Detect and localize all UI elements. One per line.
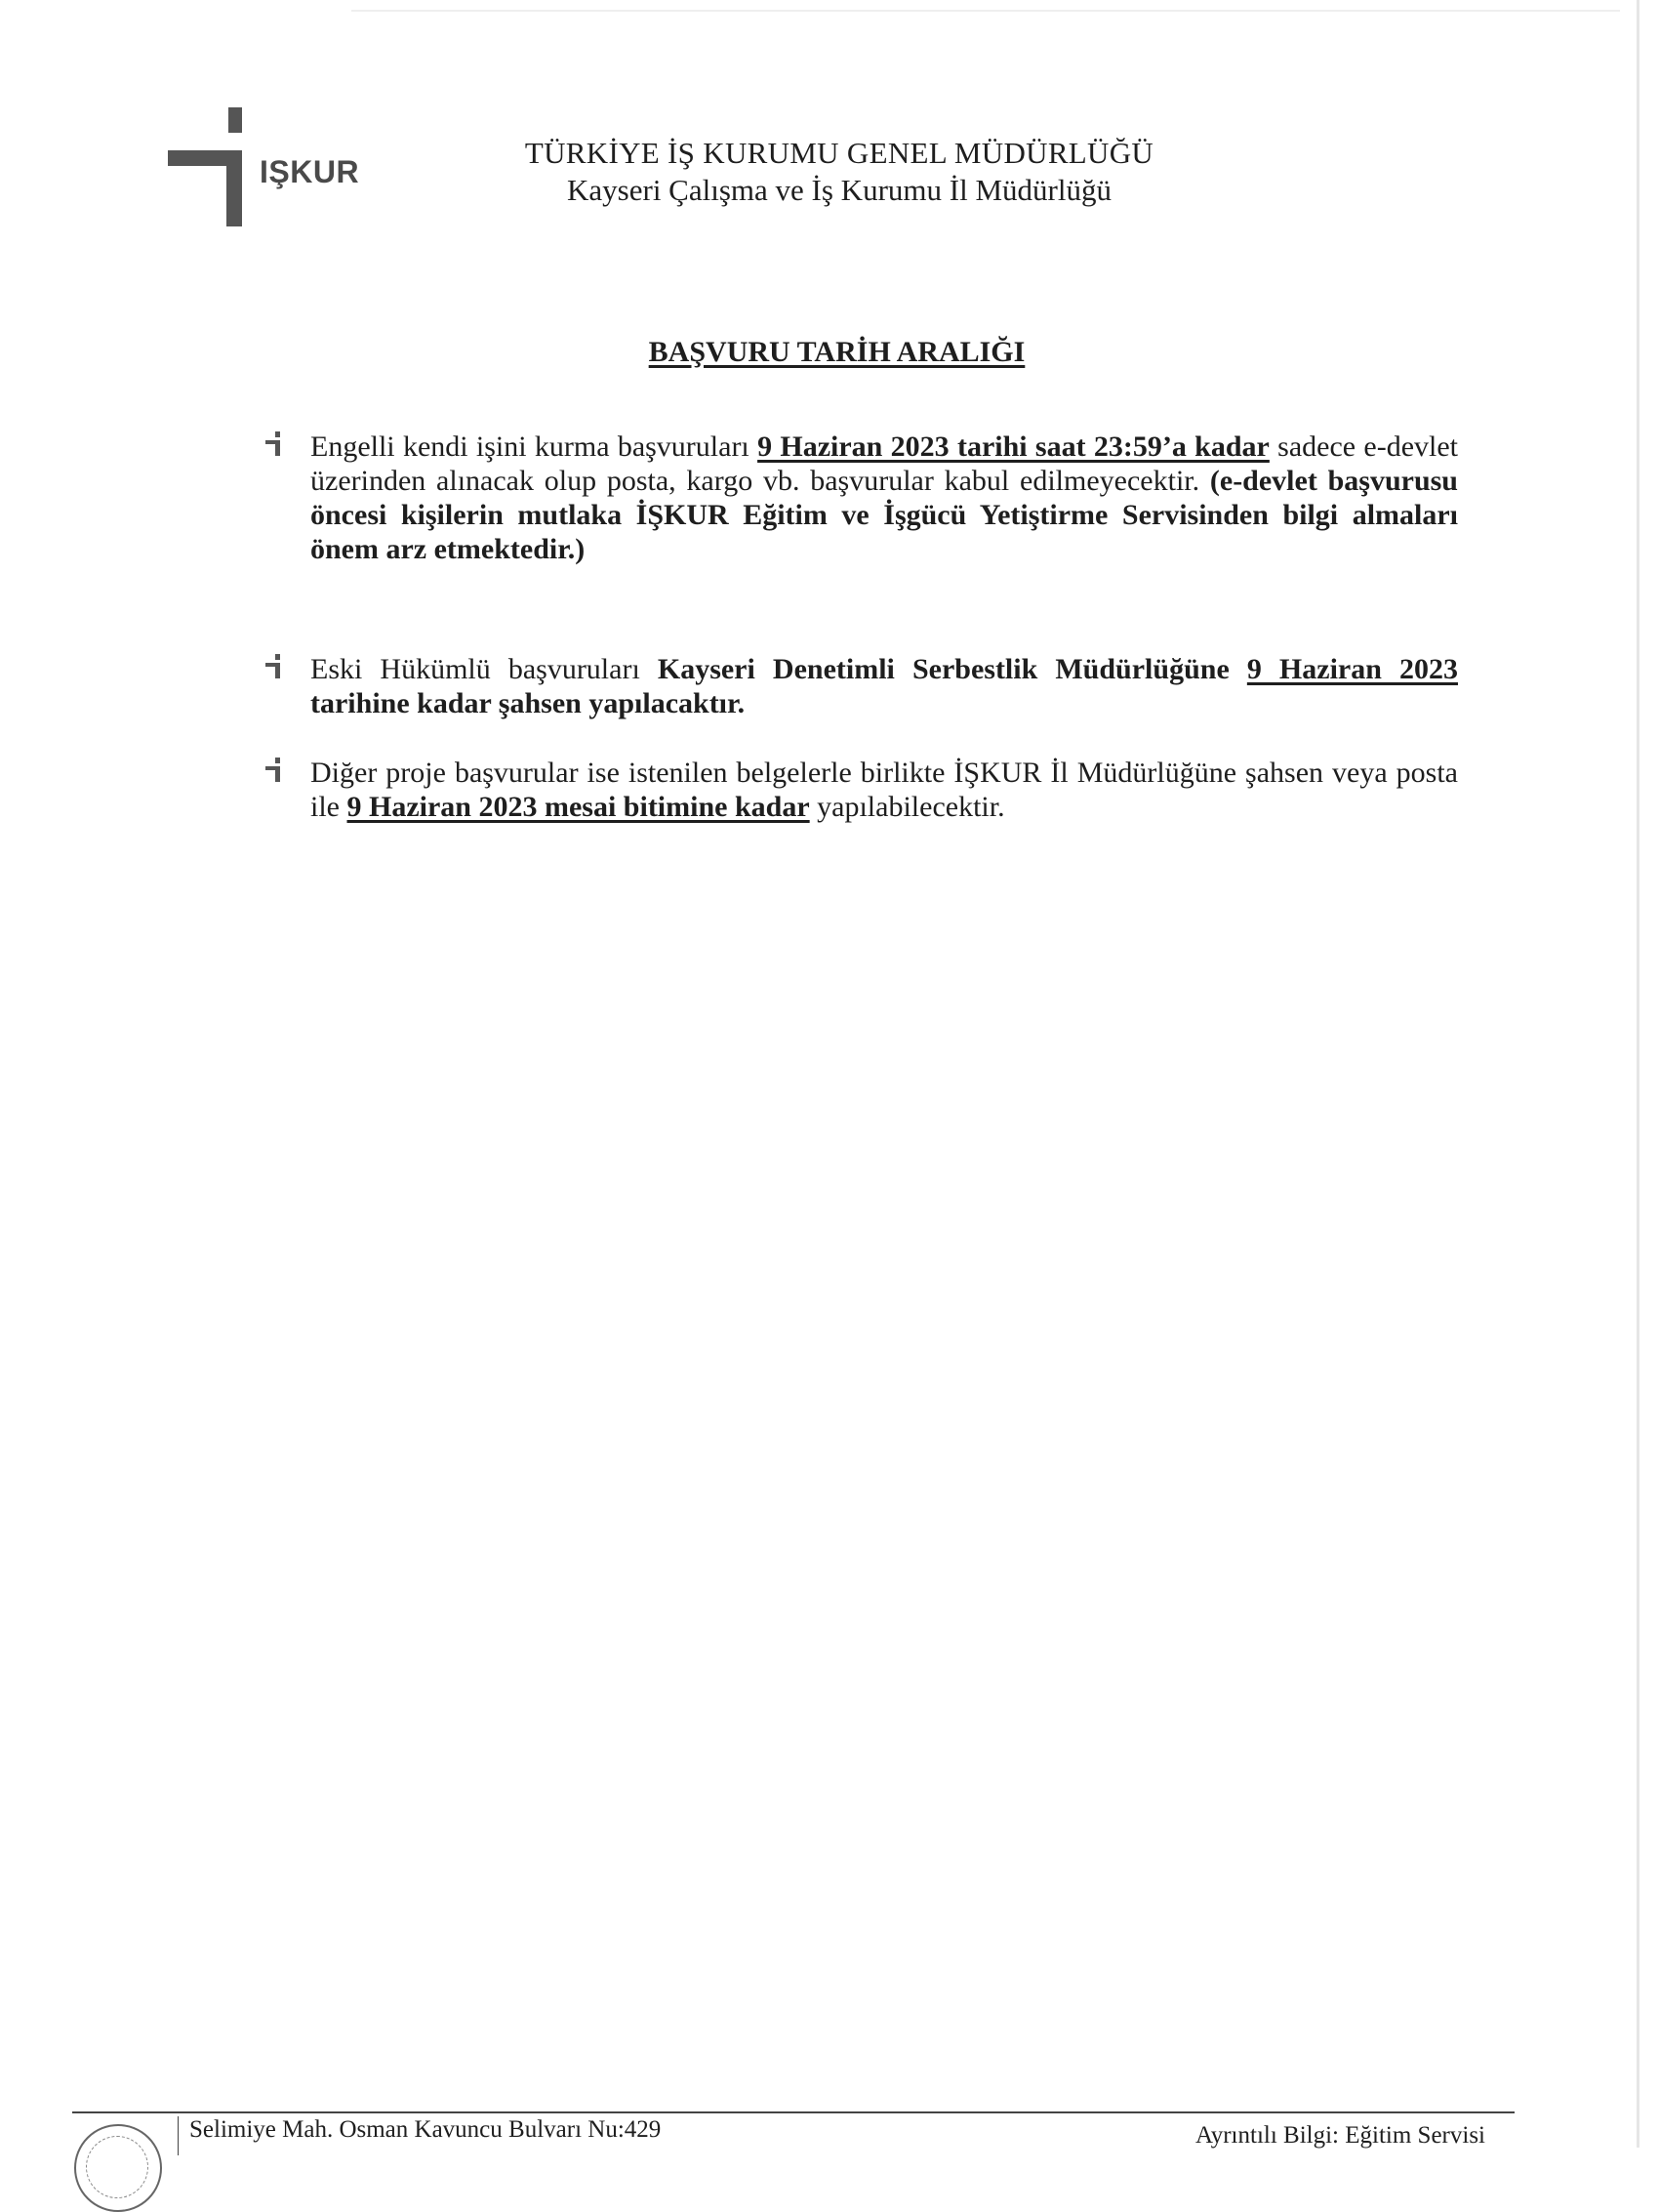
deadline-text: 9 Haziran 2023 (1246, 653, 1458, 685)
footer-contact-info: Ayrıntılı Bilgi: Eğitim Servisi (1194, 2122, 1485, 2149)
list-item-other-applications (310, 756, 1458, 824)
item-text: tarihine kadar şahsen yapılacaktır. (310, 687, 746, 719)
document-title: BAŞVURU TARİH ARALIĞI (648, 336, 1026, 368)
iskur-bullet-icon (265, 654, 283, 681)
office-name: Kayseri Denetimli Serbestlik Müdürlüğüne (657, 653, 1247, 685)
list-item-ex-convict-applications (310, 652, 1458, 720)
scan-edge (1637, 0, 1639, 2148)
scan-artifact (351, 10, 1620, 12)
item-text: Diğer proje başvurular ise istenilen belgelerle birlikte İŞKUR İl Müdürlüğüne şahsen veya posta ile (310, 757, 1458, 823)
footer-address: Selimiye Mah. Osman Kavuncu Bulvarı Nu:429 (189, 2116, 662, 2143)
deadline-text: 9 Haziran 2023 tarihi saat 23:59’a kadar (757, 430, 1270, 463)
organization-name: TÜRKİYE İŞ KURUMU GENEL MÜDÜRLÜĞÜ (524, 136, 1154, 170)
footer-divider (178, 2116, 179, 2155)
item-text: Eski Hükümlü başvuruları (310, 653, 658, 685)
iskur-bullet-icon (265, 431, 283, 459)
important-note: (e-devlet başvurusu öncesi kişilerin mutlaka İŞKUR Eğitim ve İşgücü Yetiştirme Servisinden bilgi almaları önem arz etmektedir.) (310, 465, 1458, 565)
logo-wordmark: IŞKUR (260, 154, 360, 189)
item-text: Engelli kendi işini kurma başvuruları (310, 430, 758, 463)
iskur-bullet-icon (265, 758, 283, 785)
iskur-logo (164, 105, 398, 232)
department-name: Kayseri Çalışma ve İş Kurumu İl Müdürlüğü (567, 173, 1112, 207)
item-text: sadece e-devlet üzerinden alınacak olup posta, kargo vb. başvurular kabul edilmeyecektir. (310, 430, 1459, 497)
ministry-seal-icon (74, 2124, 162, 2212)
logo-mark-dot (228, 107, 242, 133)
deadline-text: 9 Haziran 2023 mesai bitimine kadar (346, 791, 810, 823)
footer-rule (72, 2111, 1515, 2113)
letterhead (410, 135, 1269, 209)
item-text: yapılabilecektir. (809, 791, 1005, 823)
list-item-disabled-applications (310, 430, 1458, 566)
logo-mark-stem (226, 150, 242, 226)
